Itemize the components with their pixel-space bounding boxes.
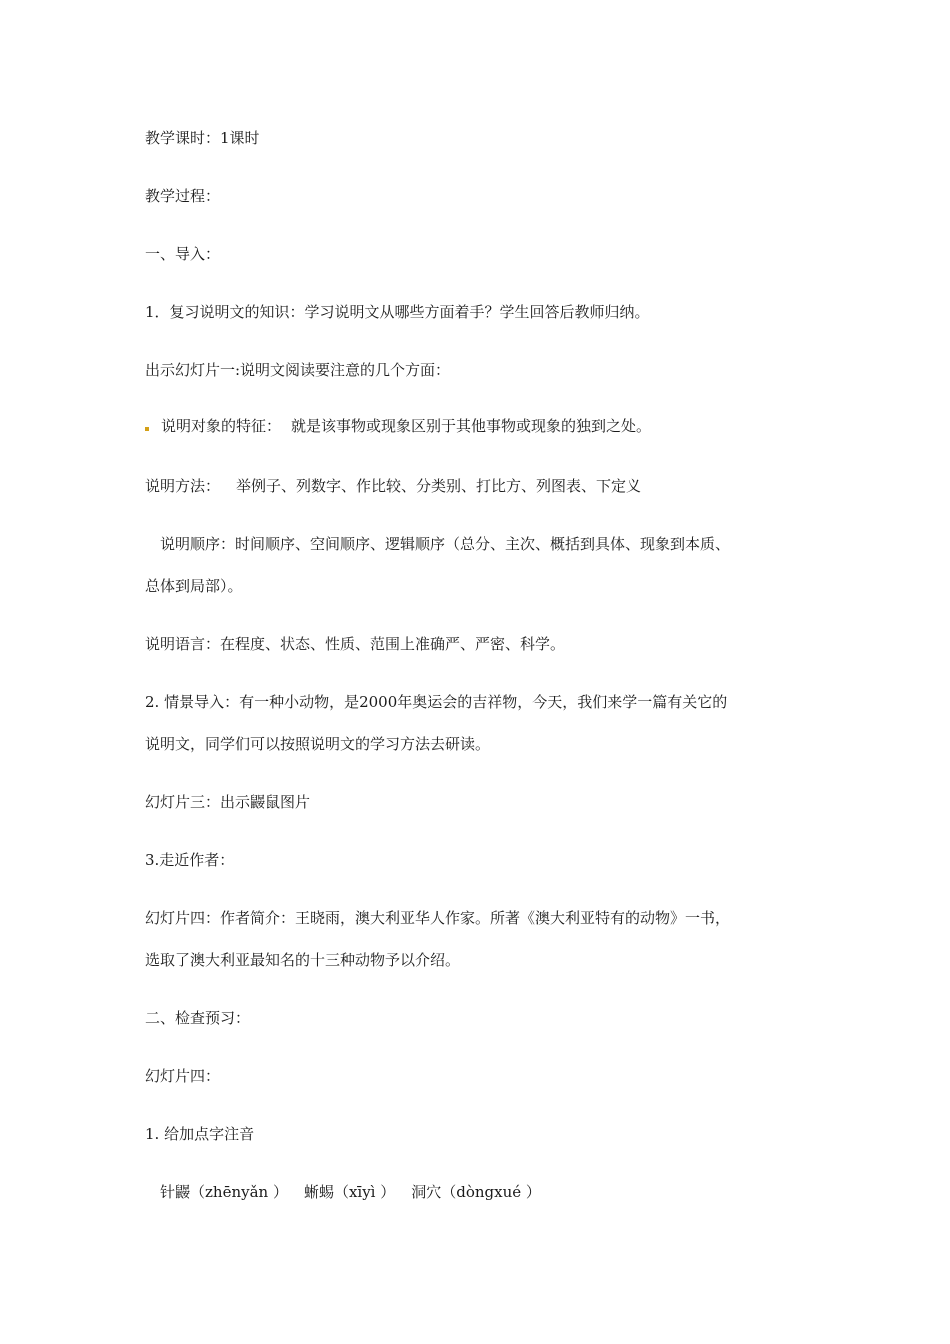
paragraph-methods: [145, 476, 641, 496]
paragraph-author-intro: 幻灯片四：作者简介：王晓雨，澳大利亚华人作家。所著《澳大利亚特有的动物》一书，: [145, 909, 731, 927]
paragraph-review: 1．复习说明文的知识：学习说明文从哪些方面着手？学生回答后教师归纳。: [145, 303, 650, 321]
object-features-text: 就是该事物或现象区别于其他事物或现象的独到之处。: [291, 417, 652, 435]
paragraph-order-cont: 总体到局部）。: [145, 577, 243, 595]
paragraph-language: 说明语言：在程度、状态、性质、范围上准确严、严密、科学。: [145, 635, 566, 653]
phonetic-item: 针鼹（zhēnyǎn ）: [160, 1183, 288, 1201]
paragraph-slide-three: 幻灯片三：出示鼹鼠图片: [145, 793, 311, 811]
paragraph-scenario-cont: 说明文，同学们可以按照说明文的学习方法去研读。: [145, 735, 491, 753]
object-features-label: 说明对象的特征：: [161, 417, 282, 435]
paragraph-order: 说明顺序：时间顺序、空间顺序、逻辑顺序（总分、主次、概括到具体、现象到本质、: [160, 535, 731, 553]
paragraph-author-heading: 3.走近作者：: [145, 851, 235, 869]
teaching-process-heading: 教学过程：: [145, 187, 221, 205]
bullet-icon: [145, 427, 149, 431]
paragraph-phonetic-task: 1. 给加点字注音: [145, 1125, 255, 1143]
lesson-duration: 教学课时：1课时: [145, 129, 260, 147]
section-heading-preview: 二、检查预习：: [145, 1009, 251, 1027]
paragraph-object-features: [145, 416, 651, 436]
phonetic-item: 洞穴（dòngxué ）: [411, 1183, 541, 1201]
methods-text: 举例子、列数字、作比较、分类别、打比方、列图表、下定义: [236, 477, 642, 495]
paragraph-scenario: 2. 情景导入：有一种小动物，是2000年奥运会的吉祥物，今天，我们来学一篇有关它的: [145, 693, 728, 711]
phonetic-item: 蜥蜴（xīyì ）: [303, 1183, 396, 1201]
paragraph-slide-four: 幻灯片四：: [145, 1067, 221, 1085]
paragraph-phonetic-items: [160, 1182, 541, 1202]
methods-label: 说明方法：: [145, 477, 221, 495]
paragraph-slide-one: 出示幻灯片一:说明文阅读要注意的几个方面：: [145, 361, 451, 379]
paragraph-author-intro-cont: 选取了澳大利亚最知名的十三种动物予以介绍。: [145, 951, 461, 969]
section-heading-intro: 一、导入：: [145, 245, 221, 263]
